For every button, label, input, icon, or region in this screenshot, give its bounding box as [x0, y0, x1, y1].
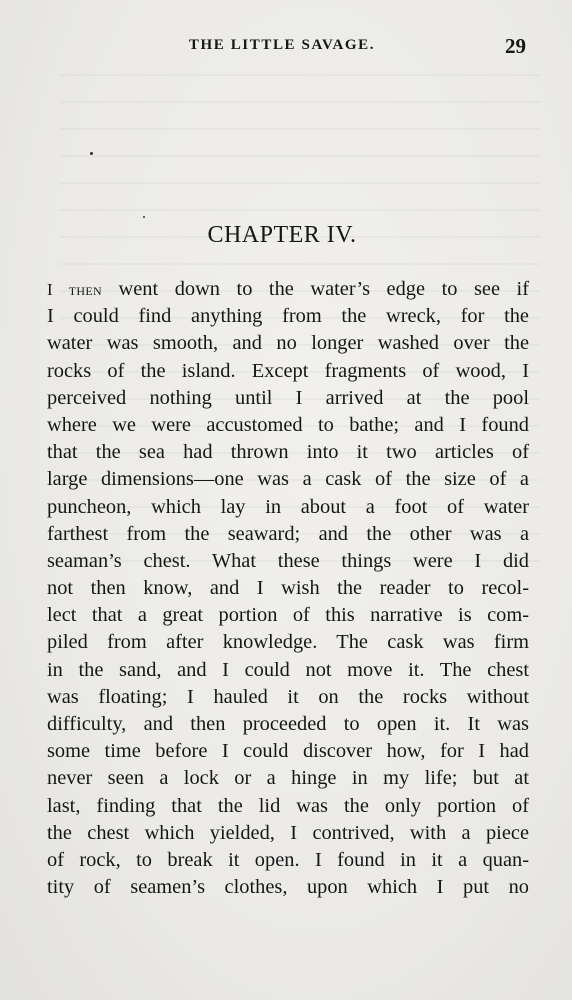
body-line: in the sand, and I could not move it. The chest — [47, 658, 529, 681]
opening-smallcaps: I then — [47, 280, 102, 299]
body-line: was floating; I hauled it on the rocks without — [47, 685, 529, 708]
body-line: rocks of the island. Except fragments of wood, I — [47, 359, 529, 382]
chapter-heading: CHAPTER IV. — [207, 222, 357, 248]
body-line: large dimensions—one was a cask of the size of a — [47, 468, 529, 491]
body-line: never seen a lock or a hinge in my life; but at — [47, 767, 529, 790]
body-line: difficulty, and then proceeded to open it. It was — [47, 713, 529, 735]
body-line: not then know, and I wish the reader to recol- — [47, 577, 529, 600]
body-line: some time before I could discover how, for I had — [47, 740, 529, 763]
body-line-text: went down to the water’s edge to see if — [101, 278, 529, 300]
body-line: the chest which yielded, I contrived, with a piece — [47, 821, 529, 844]
body-line: I could find anything from the wreck, for the — [47, 305, 529, 328]
body-line: lect that a great portion of this narrative is com- — [47, 604, 529, 627]
body-line: where we were accustomed to bathe; and I found — [47, 413, 529, 436]
body-line: piled from after knowledge. The cask was firm — [47, 631, 529, 654]
body-line: puncheon, which lay in about a foot of water — [47, 495, 529, 518]
ink-speck — [143, 216, 145, 218]
body-line: last, finding that the lid was the only portion of — [47, 794, 529, 817]
running-title: THE LITTLE SAVAGE. — [188, 37, 376, 53]
page-number: 29 — [505, 34, 526, 58]
running-head — [0, 34, 572, 58]
body-line: seaman’s chest. What these things were I did — [47, 549, 529, 572]
body-line: water was smooth, and no longer washed over the — [47, 332, 529, 355]
ink-speck — [90, 152, 93, 155]
body-line: farthest from the seaward; and the other was a — [47, 522, 529, 545]
body-line — [47, 276, 529, 303]
body-line: that the sea had thrown into it two articles of — [47, 441, 529, 464]
body-text — [47, 276, 529, 901]
body-line: of rock, to break it open. I found in it a quan- — [47, 848, 529, 871]
body-line: tity of seamen’s clothes, upon which I put no — [47, 876, 529, 899]
body-line: perceived nothing until I arrived at the pool — [47, 386, 529, 409]
